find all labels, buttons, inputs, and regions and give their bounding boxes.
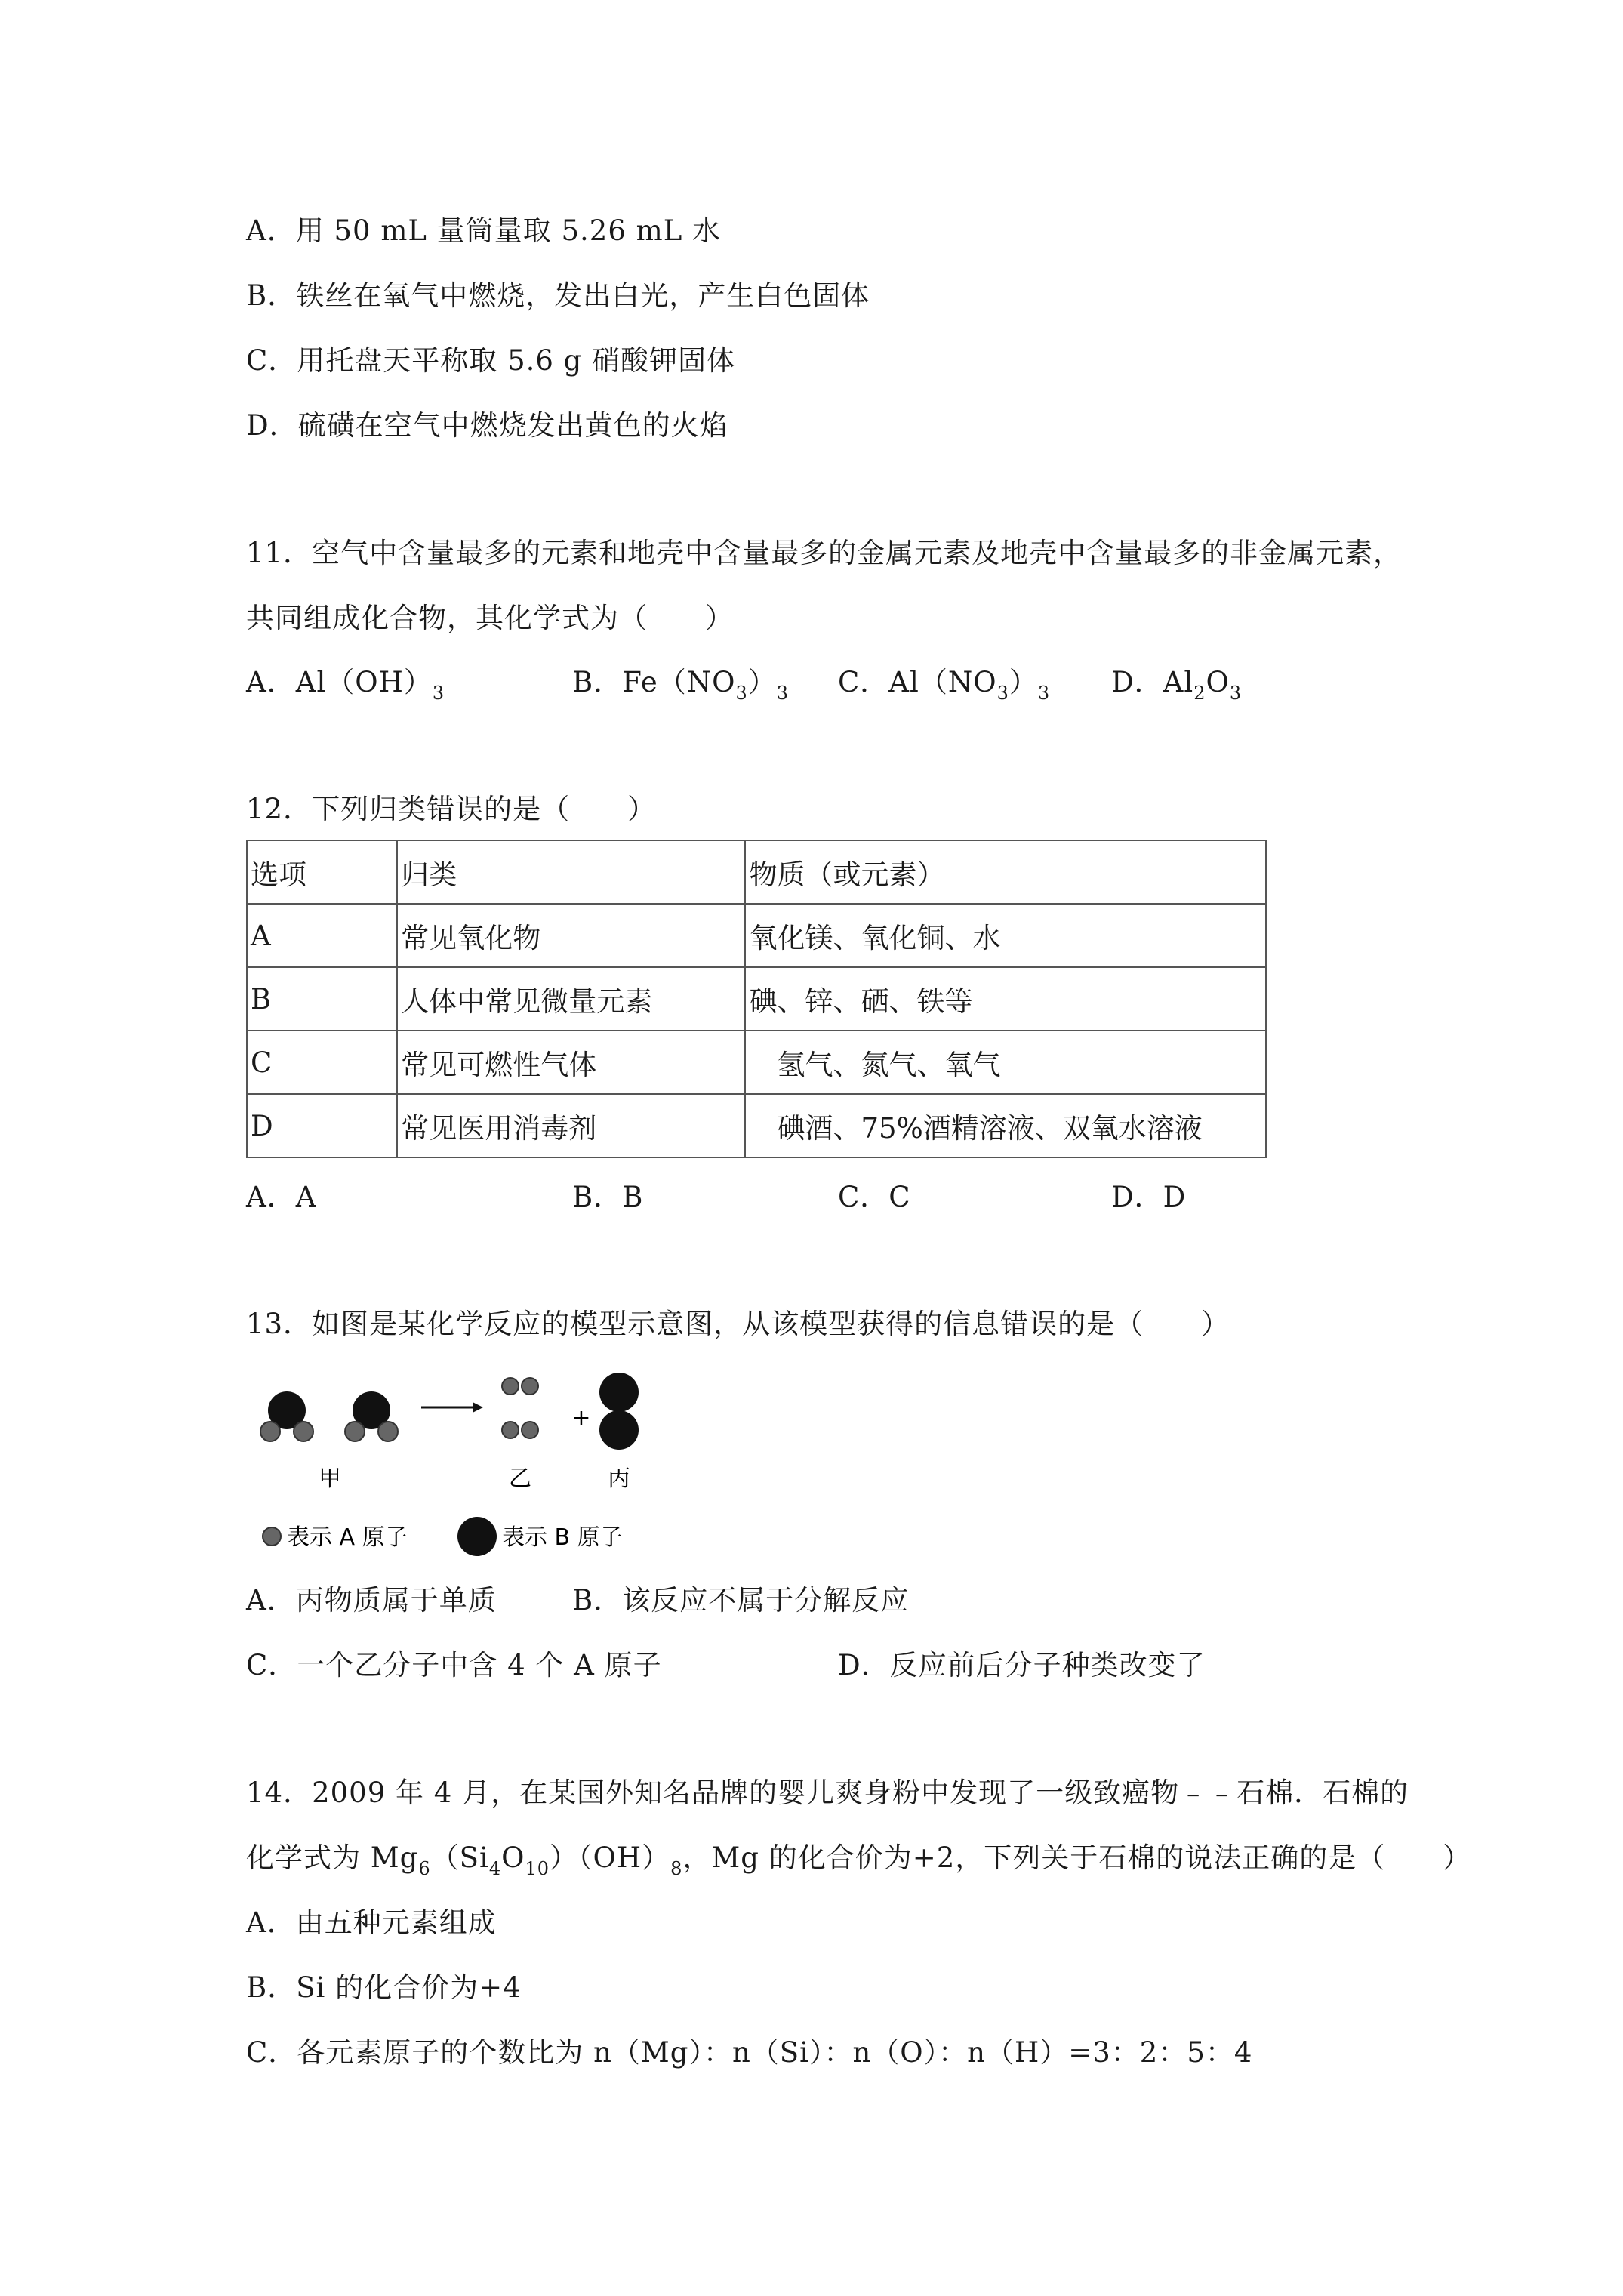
q13-option-d: D．反应前后分子种类改变了: [838, 1649, 1206, 1681]
table-header-cell: 选项: [247, 840, 397, 904]
table-cell: B: [247, 967, 397, 1031]
table-cell: 常见可燃性气体: [397, 1031, 745, 1094]
q14-option-c: C．各元素原子的个数比为 n（Mg）：n（Si）：n（O）：n（H）=3：2：5：4: [246, 2036, 1253, 2069]
table-cell: 氧化镁、氧化铜、水: [745, 904, 1266, 967]
q12-option-d: D．D: [1111, 1181, 1187, 1213]
a-atom: [294, 1422, 313, 1441]
product-molecules-yi: [502, 1378, 538, 1438]
legend-b-label: 表示 B 原子: [502, 1524, 623, 1551]
table-header-row: [247, 840, 1266, 904]
q12-option-a: A．A: [246, 1181, 317, 1213]
q11-option-b: B．$Fe(NO_3)_3$: [572, 666, 790, 704]
table-cell: A: [247, 904, 397, 967]
label-yi: 乙: [509, 1465, 531, 1492]
b-atom: [599, 1410, 639, 1450]
b-atom: [599, 1373, 639, 1412]
legend-b-atom-icon: [457, 1517, 497, 1556]
q14-question-line2: 化学式为 $Mg_6(Si_4O_{10})(OH)_8$，Mg 的化合价为+2，下列关于石棉的说法正确的是（ ）: [246, 1841, 1472, 1879]
q12-option-c: C．C: [838, 1181, 911, 1213]
reaction-arrow-icon: [421, 1402, 483, 1413]
q10-option-a: A．用 50 mL 量筒量取 5.26 mL 水: [246, 214, 722, 247]
table-cell: C: [247, 1031, 397, 1094]
plus-sign: +: [571, 1405, 591, 1432]
a-atom: [502, 1422, 519, 1438]
q11-question-line2: 共同组成化合物，其化学式为（ ）: [246, 602, 734, 634]
table-row: [247, 1031, 1266, 1094]
q11-question-line1: 11．空气中含量最多的元素和地壳中含量最多的金属元素及地壳中含量最多的非金属元素，: [246, 537, 1403, 569]
q13-question: 13．如图是某化学反应的模型示意图，从该模型获得的信息错误的是（ ）: [246, 1308, 1230, 1340]
legend-a-label: 表示 A 原子: [287, 1524, 408, 1551]
q14-question-line1: 14．2009 年 4 月，在某国外知名品牌的婴儿爽身粉中发现了一级致癌物﹣﹣石棉．石棉的: [246, 1777, 1409, 1809]
table-cell: 氢气、氮气、氧气: [745, 1031, 1266, 1094]
reaction-model-diagram: [242, 1373, 664, 1570]
product-molecule-bing: [599, 1373, 639, 1450]
table-cell: 人体中常见微量元素: [397, 967, 745, 1031]
label-jia: 甲: [319, 1465, 341, 1492]
a-atom: [260, 1422, 280, 1441]
a-atom: [378, 1422, 398, 1441]
q12-option-b: B．B: [572, 1181, 644, 1213]
table-cell: 碘酒、75%酒精溶液、双氧水溶液: [745, 1094, 1266, 1157]
a-atom: [345, 1422, 365, 1441]
q11-option-a: A．$Al(OH)_3$: [246, 666, 445, 704]
table-header-cell: 归类: [397, 840, 745, 904]
q13-option-a: A．丙物质属于单质: [246, 1584, 497, 1616]
a-atom: [522, 1422, 538, 1438]
q12-question: 12．下列归类错误的是（ ）: [246, 793, 657, 825]
a-atom: [522, 1378, 538, 1395]
q13-option-b: B．该反应不属于分解反应: [572, 1584, 910, 1616]
label-bing: 丙: [608, 1465, 630, 1492]
a-atom: [502, 1378, 519, 1395]
table-row: [247, 1094, 1266, 1157]
table-cell: 常见医用消毒剂: [397, 1094, 745, 1157]
table-cell: 碘、锌、硒、铁等: [745, 967, 1266, 1031]
classification-table: [246, 840, 1267, 1158]
legend-a-atom-icon: [263, 1527, 281, 1546]
q11-option-c: C．$Al(NO_3)_3$: [838, 666, 1051, 704]
reactant-molecule-1: [260, 1391, 313, 1441]
q10-option-d: D．硫磺在空气中燃烧发出黄色的火焰: [246, 409, 728, 442]
q10-option-c: C．用托盘天平称取 5.6 g 硝酸钾固体: [246, 344, 736, 377]
q14-option-a: A．由五种元素组成: [246, 1906, 497, 1939]
table-row: [247, 967, 1266, 1031]
table-row: [247, 904, 1266, 967]
reactant-molecule-2: [345, 1391, 398, 1441]
table-cell: 常见氧化物: [397, 904, 745, 967]
table-cell: D: [247, 1094, 397, 1157]
table-header-cell: 物质（或元素）: [745, 840, 1266, 904]
q13-option-c: C．一个乙分子中含 4 个 A 原子: [246, 1649, 662, 1681]
q10-option-b: B．铁丝在氧气中燃烧，发出白光，产生白色固体: [246, 279, 870, 312]
q14-option-b: B．Si 的化合价为+4: [246, 1971, 522, 2004]
q11-option-d: D．$Al_2O_3$: [1111, 666, 1243, 704]
